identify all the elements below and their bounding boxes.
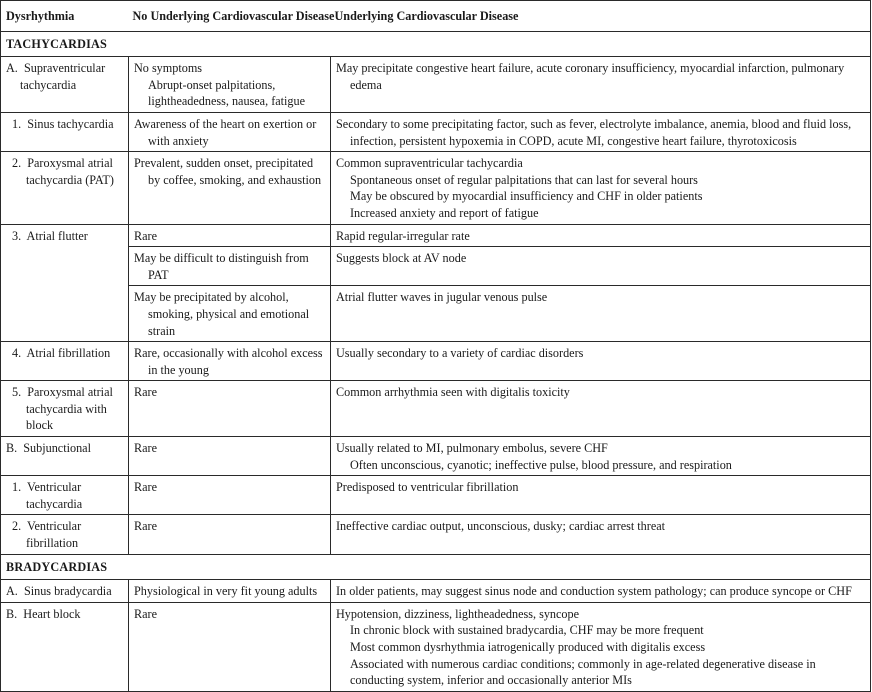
- cell-line: Common supraventricular tachycardia: [336, 156, 523, 171]
- header-no-disease-label: No Underlying Cardiovascular Disease: [132, 9, 335, 23]
- cell-line: Rare: [134, 228, 158, 243]
- cell-line: Hypotension, dizziness, lightheadedness, syncope: [336, 606, 580, 621]
- cell-line: May be difficult to distinguish from PAT: [134, 251, 309, 282]
- table-row: [1, 381, 871, 437]
- disease-cell: [331, 224, 871, 247]
- disease-cell: [331, 342, 871, 381]
- table-row: [1, 602, 871, 691]
- disease-cell: [331, 437, 871, 476]
- dysrhythmia-cell: [1, 476, 129, 515]
- dysrhythmia-label: 4. Atrial fibrillation: [12, 346, 111, 361]
- dysrhythmia-cell: [1, 381, 129, 437]
- table-row: [1, 286, 871, 342]
- cell-line: Common arrhythmia seen with digitalis toxicity: [336, 385, 570, 400]
- table-row: [1, 247, 871, 286]
- disease-cell: [331, 152, 871, 224]
- dysrhythmia-cell: [1, 342, 129, 381]
- header-dysrhythmia: [1, 1, 129, 32]
- disease-cell: [331, 602, 871, 691]
- dysrhythmia-label: A. Sinus bradycardia: [6, 584, 112, 599]
- cell-line: Usually related to MI, pulmonary embolus, severe CHF: [336, 441, 608, 456]
- header-no-disease: [129, 1, 335, 32]
- cell-line: Often unconscious, cyanotic; ineffective pulse, blood pressure, and respiration: [350, 457, 732, 472]
- no-disease-cell: [129, 286, 331, 342]
- cell-line: No symptoms: [134, 61, 203, 76]
- table-row: [1, 580, 871, 603]
- table-row: [1, 57, 871, 113]
- dysrhythmia-label: 5. Paroxysmal atrial tachycardia with block: [12, 385, 116, 433]
- dysrhythmia-cell: [1, 580, 129, 603]
- dysrhythmia-cell: [1, 437, 129, 476]
- cell-line: May precipitate congestive heart failure, acute coronary insufficiency, myocardial infarction, pulmonary edema: [336, 61, 845, 92]
- no-disease-cell: [129, 515, 331, 554]
- no-disease-cell: [129, 580, 331, 603]
- cell-line: Rare, occasionally with alcohol excess in the young: [134, 346, 323, 377]
- cell-line: Secondary to some precipitating factor, such as fever, electrolyte imbalance, anemia, blood and fluid loss, infection, persistent hypoxemia in COPD, acute MI, congestive heart failure, thyrotoxicosis: [336, 116, 852, 148]
- dysrhythmia-label: 1. Ventricular tachycardia: [12, 480, 85, 511]
- cell-line: Prevalent, sudden onset, precipitated by coffee, smoking, and exhaustion: [134, 156, 322, 187]
- disease-cell: [331, 112, 871, 151]
- cell-line: Most common dysrhythmia iatrogenically produced with digitalis excess: [350, 640, 706, 654]
- cell-line: Abrupt-onset palpitations, lightheadedness, nausea, fatigue: [148, 77, 306, 109]
- disease-cell: [331, 580, 871, 603]
- dysrhythmia-label: 2. Ventricular fibrillation: [12, 519, 85, 551]
- no-disease-cell: [129, 152, 331, 224]
- section-row: [1, 31, 871, 57]
- dysrhythmia-label: 2. Paroxysmal atrial tachycardia (PAT): [12, 156, 116, 187]
- cell-line: Predisposed to ventricular fibrillation: [336, 480, 519, 495]
- header-row: [1, 1, 871, 32]
- dysrhythmia-label: B. Heart block: [6, 606, 81, 621]
- table-row: [1, 152, 871, 224]
- header-disease: [331, 1, 871, 32]
- cell-line: Rare: [134, 480, 158, 495]
- dysrhythmia-label: B. Subjunctional: [6, 441, 91, 456]
- cell-line: May be precipitated by alcohol, smoking, physical and emotional strain: [134, 290, 310, 338]
- dysrhythmia-cell: [1, 602, 129, 691]
- no-disease-cell: [129, 437, 331, 476]
- table-row: [1, 476, 871, 515]
- dysrhythmia-cell: [1, 224, 129, 342]
- dysrhythmia-cell: [1, 112, 129, 151]
- dysrhythmia-label: 1. Sinus tachycardia: [12, 116, 114, 131]
- cell-line: Associated with numerous cardiac conditions; commonly in age-related degenerative disease in conducting system, inferior and occasionally anterior MIs: [350, 656, 816, 688]
- disease-cell: [331, 247, 871, 286]
- table-body: [1, 31, 871, 691]
- cell-line: In chronic block with sustained bradycardia, CHF may be more frequent: [350, 623, 704, 638]
- cell-line: Ineffective cardiac output, unconscious, dusky; cardiac arrest threat: [336, 519, 666, 534]
- table-row: [1, 224, 871, 247]
- header-dysrhythmia-label: Dysrhythmia: [6, 9, 75, 23]
- dysrhythmia-cell: [1, 515, 129, 554]
- cell-line: In older patients, may suggest sinus node and conduction system pathology; can produce syncope or CHF: [336, 584, 852, 599]
- disease-cell: [331, 476, 871, 515]
- no-disease-cell: [129, 57, 331, 113]
- cell-line: Rare: [134, 519, 158, 534]
- cell-line: May be obscured by myocardial insufficiency and CHF in older patients: [350, 189, 703, 204]
- no-disease-cell: [129, 381, 331, 437]
- no-disease-cell: [129, 342, 331, 381]
- disease-cell: [331, 286, 871, 342]
- no-disease-cell: [129, 476, 331, 515]
- dysrhythmia-cell: [1, 57, 129, 113]
- cell-line: Rare: [134, 385, 158, 400]
- cell-line: Increased anxiety and report of fatigue: [350, 205, 539, 220]
- dysrhythmia-label: A. Supraventricular tachycardia: [6, 61, 109, 92]
- no-disease-cell: [129, 602, 331, 691]
- cell-line: Spontaneous onset of regular palpitations that can last for several hours: [350, 172, 698, 187]
- disease-cell: [331, 381, 871, 437]
- cell-line: Rapid regular-irregular rate: [336, 228, 470, 243]
- cell-line: Atrial flutter waves in jugular venous pulse: [336, 290, 548, 305]
- header-disease-label: Underlying Cardiovascular Disease: [334, 9, 519, 23]
- table-row: [1, 515, 871, 554]
- no-disease-cell: [129, 224, 331, 247]
- table-row: [1, 112, 871, 151]
- disease-cell: [331, 57, 871, 113]
- section-row: [1, 554, 871, 580]
- section-heading: BRADYCARDIAS: [1, 554, 871, 580]
- cell-line: Usually secondary to a variety of cardiac disorders: [336, 346, 584, 361]
- disease-cell: [331, 515, 871, 554]
- table-row: [1, 437, 871, 476]
- cell-line: Rare: [134, 441, 158, 456]
- cell-line: Suggests block at AV node: [336, 251, 467, 266]
- section-heading: TACHYCARDIAS: [1, 31, 871, 57]
- no-disease-cell: [129, 112, 331, 151]
- cell-line: Awareness of the heart on exertion or with anxiety: [134, 116, 317, 148]
- cell-line: Rare: [134, 606, 158, 621]
- table-row: [1, 342, 871, 381]
- cell-line: Physiological in very fit young adults: [134, 584, 318, 599]
- dysrhythmia-cell: [1, 152, 129, 224]
- no-disease-cell: [129, 247, 331, 286]
- dysrhythmia-label: 3. Atrial flutter: [12, 228, 88, 243]
